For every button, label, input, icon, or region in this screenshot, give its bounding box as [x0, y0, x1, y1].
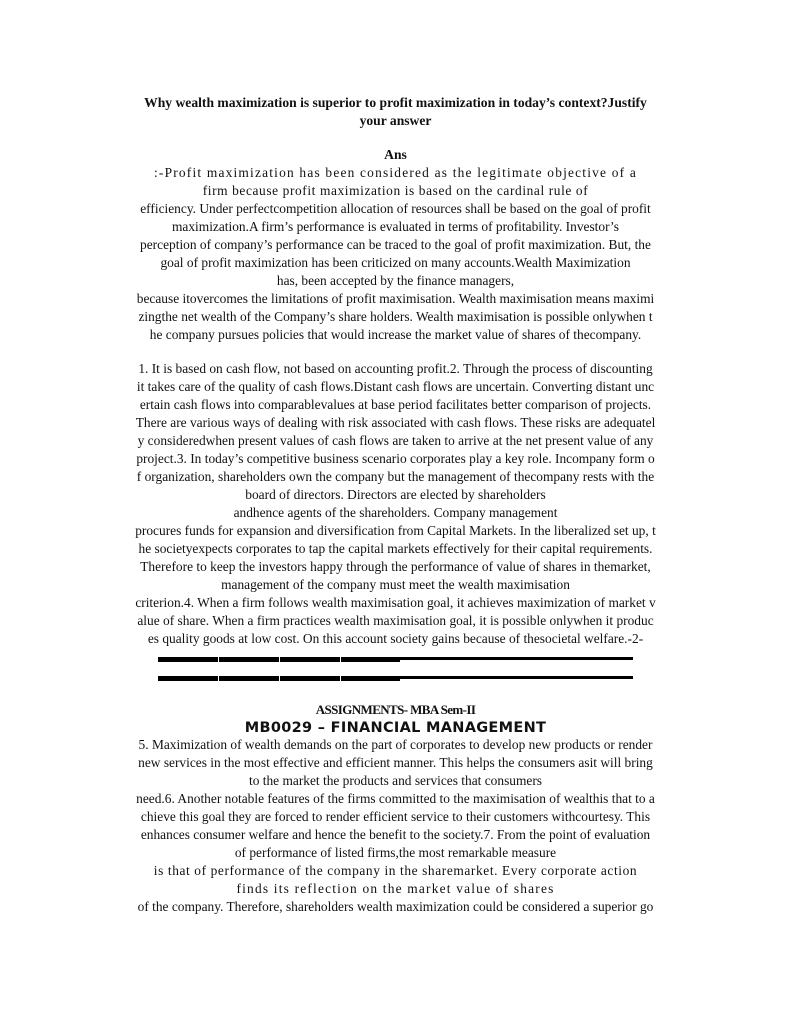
- header-rule: [158, 676, 633, 682]
- text-line: to the market the products and services that consumers: [248, 773, 543, 788]
- text-line: 5. Maximization of wealth demands on the part of corporates to develop new products or render: [138, 737, 653, 752]
- text-line: ertain cash flows into comparablevalues at base period facilitates better comparison of projects.: [139, 397, 652, 412]
- text-line: f organization, shareholders own the company but the management of thecompany rests with the: [136, 469, 655, 484]
- text-line: enhances consumer welfare and hence the benefit to the society.7. From the point of evaluation: [140, 827, 651, 842]
- assignment-header: ASSIGNMENTS- MBA Sem-II: [315, 702, 476, 717]
- text-line: management of the company must meet the wealth maximisation: [221, 577, 570, 592]
- course-title: MB0029 – FINANCIAL MANAGEMENT: [244, 720, 547, 736]
- rule-tick: [218, 657, 219, 662]
- text-line: new services in the most effective and efficient manner. This helps the consumers asit will bring: [138, 755, 653, 770]
- answer-label: Ans: [384, 147, 407, 162]
- text-line: goal of profit maximization has been criticized on many accounts.Wealth Maximization: [160, 255, 631, 270]
- text-line: y consideredwhen present values of cash flows are taken to arrive at the net present value of any: [137, 433, 654, 448]
- rule-thin-segment: [400, 676, 633, 679]
- answer-paragraph: [90, 164, 701, 344]
- text-line: he company pursues policies that would increase the market value of shares of thecompany.: [149, 327, 642, 342]
- header-rule: [158, 657, 633, 663]
- text-line: alue of share. When a firm practices wealth maximisation goal, it is possible onlywhen it produc: [137, 613, 654, 628]
- rule-tick: [340, 657, 341, 662]
- text-line: has, been accepted by the finance managers,: [276, 273, 515, 288]
- text-line: of the company. Therefore, shareholders wealth maximization could be considered a superior go: [137, 899, 654, 914]
- text-line: efficiency. Under perfectcompetition allocation of resources shall be based on the goal of profit: [140, 201, 651, 216]
- rule-tick: [340, 676, 341, 681]
- text-line: project.3. In today’s competitive business scenario corporates play a key role. Incompany form o: [136, 451, 655, 466]
- question-heading: [90, 94, 701, 130]
- rule-thin-segment: [400, 657, 633, 660]
- text-line: criterion.4. When a firm follows wealth maximisation goal, it achieves maximization of market v: [135, 595, 656, 610]
- text-line: it takes care of the quality of cash flows.Distant cash flows are uncertain. Converting distant unc: [136, 379, 655, 394]
- text-line: procures funds for expansion and diversification from Capital Markets. In the liberalized set up, t: [135, 523, 656, 538]
- text-line: firm because profit maximization is based on the cardinal rule of: [202, 183, 589, 198]
- text-line: is that of performance of the company in the sharemarket. Every corporate action: [153, 863, 638, 878]
- rule-tick: [218, 676, 219, 681]
- points-paragraph: [90, 360, 701, 648]
- text-line: need.6. Another notable features of the firms committed to the maximisation of wealthis that to a: [136, 791, 655, 806]
- text-line: chieve this goal they are forced to render efficient service to their customers withcourtesy. This: [140, 809, 651, 824]
- text-line: zingthe net wealth of the Company’s share holders. Wealth maximisation is possible onlywhen t: [138, 309, 653, 324]
- rule-tick: [279, 657, 280, 662]
- text-line: of performance of listed firms,the most remarkable measure: [234, 845, 557, 860]
- text-line: There are various ways of dealing with risk associated with cash flows. These risks are adequatel: [135, 415, 656, 430]
- text-line: because itovercomes the limitations of profit maximisation. Wealth maximisation means maximi: [136, 291, 655, 306]
- question-line: your answer: [359, 113, 432, 128]
- text-line: 1. It is based on cash flow, not based on accounting profit.2. Through the process of discounting: [138, 361, 653, 376]
- question-line: Why wealth maximization is superior to profit maximization in today’s context?Justify: [144, 95, 647, 110]
- text-line: es quality goods at low cost. On this account society gains because of thesocietal welfare.-2-: [147, 631, 644, 646]
- text-line: perception of company’s performance can be traced to the goal of profit maximization. But, the: [140, 237, 651, 252]
- text-line: andhence agents of the shareholders. Company management: [233, 505, 558, 520]
- rule-tick: [279, 676, 280, 681]
- text-line: maximization.A firm’s performance is evaluated in terms of profitability. Investor’s: [172, 219, 619, 234]
- text-line: Therefore to keep the investors happy through the performance of value of shares in themarket,: [140, 559, 651, 574]
- text-line: :-Profit maximization has been considered as the legitimate objective of a: [154, 165, 637, 180]
- text-line: he societyexpects corporates to tap the capital markets effectively for their capital requirements.: [138, 541, 653, 556]
- text-line: board of directors. Directors are elected by shareholders: [245, 487, 546, 502]
- text-line: finds its reflection on the market value of shares: [236, 881, 555, 896]
- continuation-paragraph: [90, 736, 701, 916]
